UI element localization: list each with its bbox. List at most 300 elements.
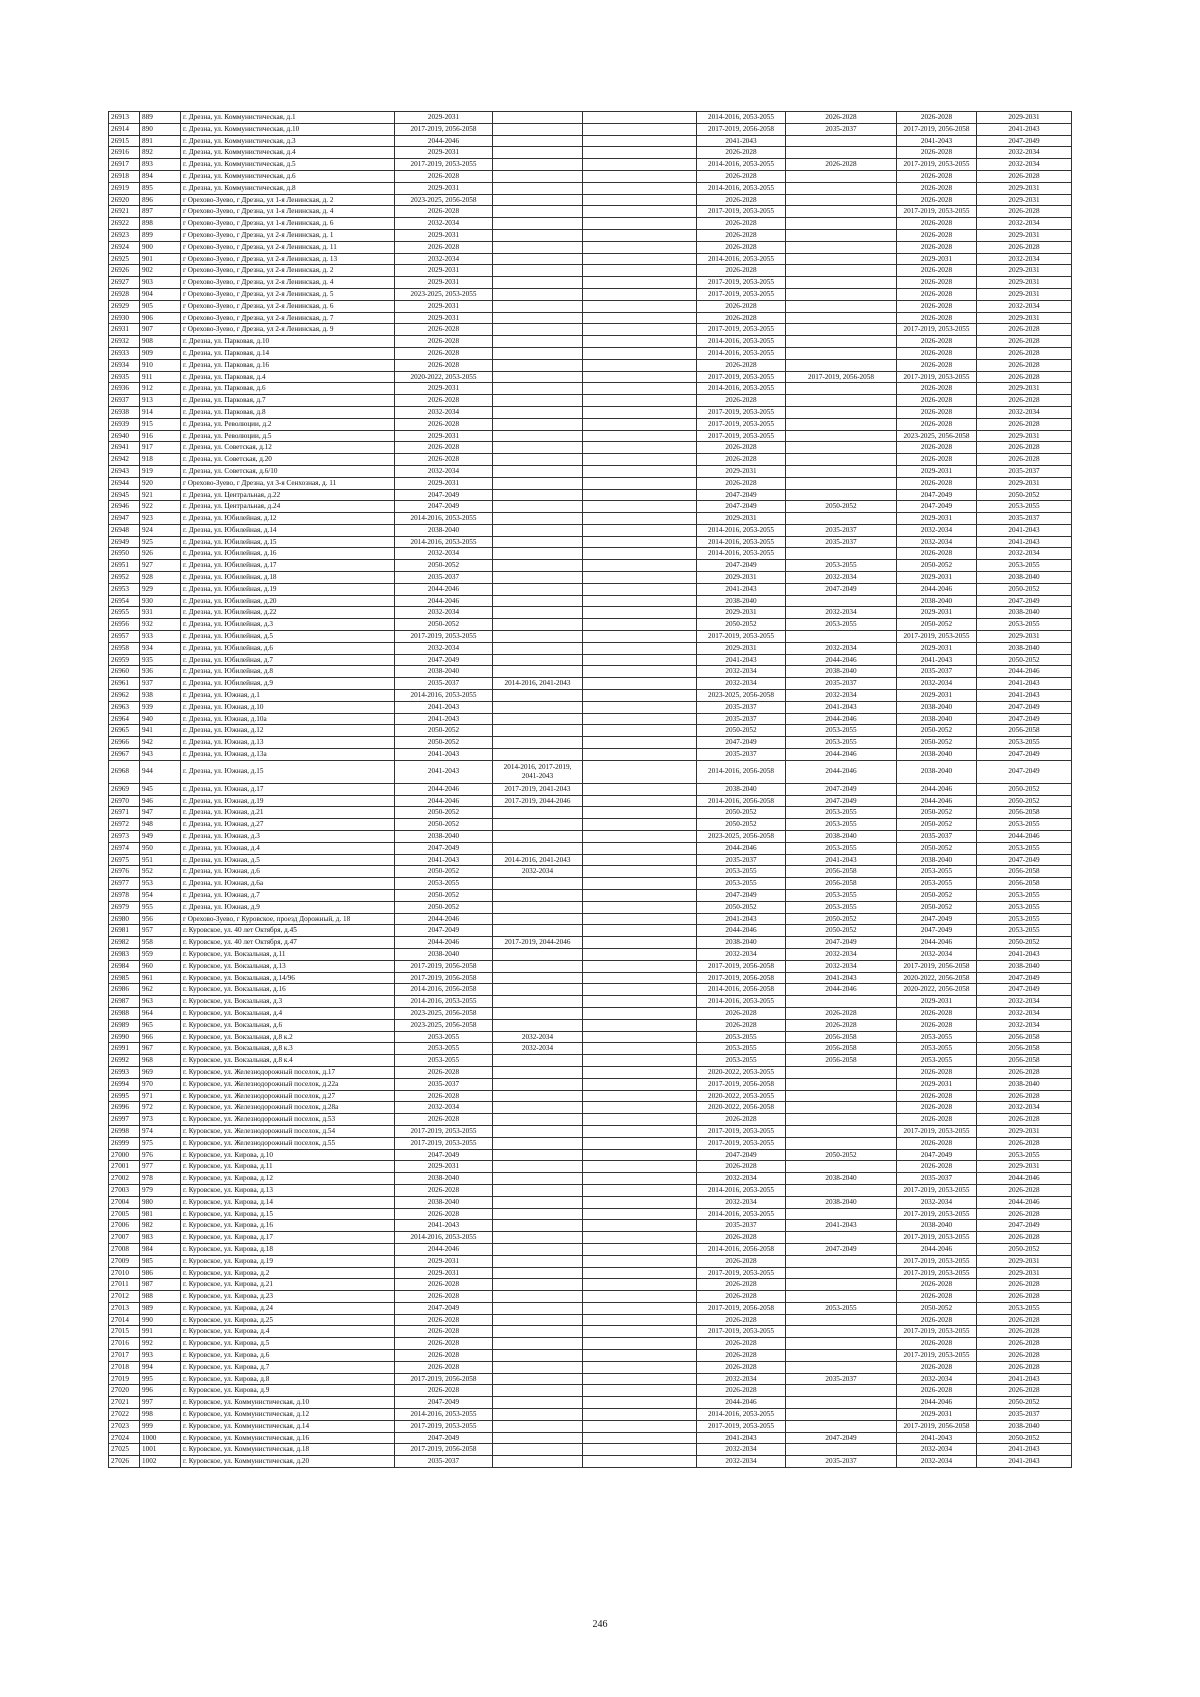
address-cell: г. Дрезна, ул. Революции, д.5 (181, 430, 395, 442)
item-number-cell: 977 (140, 1161, 181, 1173)
blank-cell (583, 725, 697, 737)
period-e-cell: 2026-2028 (897, 406, 977, 418)
blank-cell (583, 442, 697, 454)
row-id-cell: 26994 (109, 1078, 140, 1090)
period-e-cell: 2026-2028 (897, 170, 977, 182)
blank-cell (583, 913, 697, 925)
period-c-cell: 2017-2019, 2053-2055 (697, 288, 786, 300)
period-b-cell (493, 465, 583, 477)
item-number-cell: 940 (140, 713, 181, 725)
period-d-cell: 2050-2052 (786, 1149, 897, 1161)
period-b-cell (493, 690, 583, 702)
period-d-cell: 2032-2034 (786, 642, 897, 654)
item-number-cell: 972 (140, 1102, 181, 1114)
address-cell: г. Дрезна, ул. Революции, д.2 (181, 418, 395, 430)
blank-cell (583, 418, 697, 430)
period-e-cell: 2044-2046 (897, 1243, 977, 1255)
item-number-cell: 980 (140, 1196, 181, 1208)
period-a-cell: 2032-2034 (395, 548, 493, 560)
period-c-cell: 2017-2019, 2053-2055 (697, 631, 786, 643)
blank-cell (583, 595, 697, 607)
blank-cell (583, 795, 697, 807)
period-e-cell: 2026-2028 (897, 147, 977, 159)
period-f-cell: 2056-2058 (977, 1043, 1072, 1055)
period-e-cell: 2026-2028 (897, 218, 977, 230)
address-cell: г. Дрезна, ул. Коммунистическая, д.8 (181, 182, 395, 194)
item-number-cell: 954 (140, 890, 181, 902)
period-d-cell (786, 1078, 897, 1090)
period-c-cell: 2026-2028 (697, 1291, 786, 1303)
address-cell: г. Куровское, ул. Вокзальная, д.3 (181, 996, 395, 1008)
blank-cell (583, 1373, 697, 1385)
period-c-cell: 2047-2049 (697, 560, 786, 572)
period-a-cell: 2047-2049 (395, 1302, 493, 1314)
period-b-cell (493, 1302, 583, 1314)
row-id-cell: 26926 (109, 265, 140, 277)
address-cell: г Орехово-Зуево, г Куровское, проезд Дорожный, д. 18 (181, 913, 395, 925)
period-f-cell: 2035-2037 (977, 465, 1072, 477)
row-id-cell: 27008 (109, 1243, 140, 1255)
address-cell: г. Дрезна, ул. Южная, д.1 (181, 690, 395, 702)
row-id-cell: 26949 (109, 536, 140, 548)
table-row (109, 182, 1072, 194)
period-b-cell (493, 842, 583, 854)
period-e-cell: 2026-2028 (897, 1279, 977, 1291)
address-cell: г. Дрезна, ул. Южная, д.10а (181, 713, 395, 725)
period-b-cell (493, 607, 583, 619)
row-id-cell: 27019 (109, 1373, 140, 1385)
period-e-cell: 2017-2019, 2056-2058 (897, 960, 977, 972)
item-number-cell: 974 (140, 1125, 181, 1137)
period-e-cell: 2026-2028 (897, 288, 977, 300)
blank-cell (583, 1137, 697, 1149)
item-number-cell: 990 (140, 1314, 181, 1326)
period-f-cell: 2026-2028 (977, 1291, 1072, 1303)
item-number-cell: 906 (140, 312, 181, 324)
period-e-cell: 2041-2043 (897, 654, 977, 666)
address-cell: г. Дрезна, ул. Южная, д.19 (181, 795, 395, 807)
period-d-cell (786, 442, 897, 454)
blank-cell (583, 1326, 697, 1338)
period-e-cell: 2026-2028 (897, 359, 977, 371)
period-a-cell: 2026-2028 (395, 1314, 493, 1326)
address-cell: г. Куровское, ул. Железнодорожный поселок, д.28а (181, 1102, 395, 1114)
item-number-cell: 916 (140, 430, 181, 442)
period-f-cell: 2047-2049 (977, 972, 1072, 984)
row-id-cell: 27016 (109, 1338, 140, 1350)
period-b-cell (493, 1102, 583, 1114)
item-number-cell: 931 (140, 607, 181, 619)
period-d-cell (786, 170, 897, 182)
period-c-cell: 2014-2016, 2053-2055 (697, 253, 786, 265)
period-e-cell: 2026-2028 (897, 1102, 977, 1114)
item-number-cell: 902 (140, 265, 181, 277)
table-row (109, 1019, 1072, 1031)
period-d-cell (786, 241, 897, 253)
item-number-cell: 975 (140, 1137, 181, 1149)
item-number-cell: 928 (140, 572, 181, 584)
period-a-cell: 2047-2049 (395, 1397, 493, 1409)
item-number-cell: 959 (140, 948, 181, 960)
period-e-cell: 2017-2019, 2056-2058 (897, 1420, 977, 1432)
period-d-cell (786, 1326, 897, 1338)
row-id-cell: 26963 (109, 701, 140, 713)
period-b-cell (493, 654, 583, 666)
period-b-cell (493, 1232, 583, 1244)
address-cell: г. Дрезна, ул. Юбилейная, д.19 (181, 583, 395, 595)
row-id-cell: 26929 (109, 300, 140, 312)
row-id-cell: 26991 (109, 1043, 140, 1055)
period-f-cell: 2026-2028 (977, 1208, 1072, 1220)
blank-cell (583, 454, 697, 466)
address-cell: г. Дрезна, ул. Юбилейная, д.16 (181, 548, 395, 560)
row-id-cell: 26936 (109, 383, 140, 395)
period-a-cell: 2053-2055 (395, 878, 493, 890)
address-cell: г. Куровское, ул. Коммунистическая, д.14 (181, 1420, 395, 1432)
period-d-cell: 2044-2046 (786, 984, 897, 996)
period-d-cell: 2041-2043 (786, 1220, 897, 1232)
table-row (109, 925, 1072, 937)
period-c-cell: 2014-2016, 2053-2055 (697, 996, 786, 1008)
period-e-cell: 2053-2055 (897, 878, 977, 890)
row-id-cell: 26927 (109, 277, 140, 289)
period-c-cell: 2020-2022, 2053-2055 (697, 1090, 786, 1102)
period-e-cell: 2038-2040 (897, 854, 977, 866)
row-id-cell: 26935 (109, 371, 140, 383)
period-a-cell: 2035-2037 (395, 678, 493, 690)
period-e-cell: 2017-2019, 2053-2055 (897, 371, 977, 383)
row-id-cell: 27015 (109, 1326, 140, 1338)
period-b-cell (493, 182, 583, 194)
address-cell: г Орехово-Зуево, г Дрезна, ул 2-я Ленинская, д. 9 (181, 324, 395, 336)
address-cell: г. Куровское, ул. Коммунистическая, д.16 (181, 1432, 395, 1444)
period-f-cell: 2050-2052 (977, 489, 1072, 501)
row-id-cell: 26948 (109, 524, 140, 536)
period-b-cell (493, 1314, 583, 1326)
table-row (109, 866, 1072, 878)
row-id-cell: 26956 (109, 619, 140, 631)
period-b-cell (493, 477, 583, 489)
item-number-cell: 965 (140, 1019, 181, 1031)
period-e-cell: 2041-2043 (897, 135, 977, 147)
blank-cell (583, 501, 697, 513)
row-id-cell: 26958 (109, 642, 140, 654)
item-number-cell: 914 (140, 406, 181, 418)
item-number-cell: 983 (140, 1232, 181, 1244)
period-c-cell: 2041-2043 (697, 913, 786, 925)
table-row (109, 1208, 1072, 1220)
table-row (109, 642, 1072, 654)
period-c-cell: 2029-2031 (697, 465, 786, 477)
page-number: 246 (592, 1619, 608, 1630)
address-cell: г. Дрезна, ул. Центральная, д.24 (181, 501, 395, 513)
period-c-cell: 2017-2019, 2053-2055 (697, 371, 786, 383)
item-number-cell: 958 (140, 937, 181, 949)
item-number-cell: 981 (140, 1208, 181, 1220)
period-b-cell (493, 418, 583, 430)
period-a-cell: 2044-2046 (395, 595, 493, 607)
period-a-cell: 2029-2031 (395, 300, 493, 312)
period-c-cell: 2017-2019, 2053-2055 (697, 1125, 786, 1137)
period-e-cell: 2026-2028 (897, 1314, 977, 1326)
period-f-cell: 2026-2028 (977, 454, 1072, 466)
period-c-cell: 2026-2028 (697, 1019, 786, 1031)
blank-cell (583, 619, 697, 631)
blank-cell (583, 1196, 697, 1208)
item-number-cell: 933 (140, 631, 181, 643)
period-e-cell: 2047-2049 (897, 489, 977, 501)
blank-cell (583, 1243, 697, 1255)
address-cell: г. Куровское, ул. Кирова, д.4 (181, 1326, 395, 1338)
blank-cell (583, 1114, 697, 1126)
period-f-cell: 2029-2031 (977, 265, 1072, 277)
address-cell: г. Куровское, ул. Вокзальная, д.11 (181, 948, 395, 960)
row-id-cell: 26957 (109, 631, 140, 643)
period-d-cell: 2053-2055 (786, 819, 897, 831)
blank-cell (583, 312, 697, 324)
table-row (109, 795, 1072, 807)
row-id-cell: 26966 (109, 737, 140, 749)
period-e-cell: 2050-2052 (897, 901, 977, 913)
address-cell: г. Куровское, ул. 40 лет Октября, д.47 (181, 937, 395, 949)
period-a-cell: 2017-2019, 2056-2058 (395, 960, 493, 972)
address-cell: г. Дрезна, ул. Советская, д.12 (181, 442, 395, 454)
period-d-cell (786, 1291, 897, 1303)
period-b-cell (493, 1196, 583, 1208)
period-c-cell: 2017-2019, 2053-2055 (697, 277, 786, 289)
period-c-cell: 2026-2028 (697, 300, 786, 312)
period-a-cell: 2029-2031 (395, 383, 493, 395)
table-row (109, 560, 1072, 572)
period-d-cell: 2032-2034 (786, 690, 897, 702)
blank-cell (583, 925, 697, 937)
period-c-cell: 2029-2031 (697, 607, 786, 619)
period-d-cell: 2056-2058 (786, 878, 897, 890)
address-cell: г. Дрезна, ул. Юбилейная, д.18 (181, 572, 395, 584)
period-a-cell: 2026-2028 (395, 418, 493, 430)
period-c-cell: 2017-2019, 2053-2055 (697, 1326, 786, 1338)
row-id-cell: 26922 (109, 218, 140, 230)
item-number-cell: 978 (140, 1173, 181, 1185)
row-id-cell: 26985 (109, 972, 140, 984)
row-id-cell: 26971 (109, 807, 140, 819)
period-e-cell: 2026-2028 (897, 277, 977, 289)
period-f-cell: 2026-2028 (977, 1090, 1072, 1102)
period-d-cell (786, 548, 897, 560)
blank-cell (583, 713, 697, 725)
period-b-cell (493, 112, 583, 124)
period-b-cell (493, 560, 583, 572)
address-cell: г. Дрезна, ул. Южная, д.6 (181, 866, 395, 878)
table-row (109, 960, 1072, 972)
period-f-cell: 2026-2028 (977, 1114, 1072, 1126)
period-e-cell: 2038-2040 (897, 760, 977, 783)
table-row (109, 489, 1072, 501)
row-id-cell: 26945 (109, 489, 140, 501)
blank-cell (583, 359, 697, 371)
period-e-cell: 2017-2019, 2053-2055 (897, 1350, 977, 1362)
address-cell: г. Дрезна, ул. Парковая, д.7 (181, 395, 395, 407)
period-e-cell: 2026-2028 (897, 182, 977, 194)
period-d-cell (786, 465, 897, 477)
item-number-cell: 892 (140, 147, 181, 159)
address-cell: г. Куровское, ул. Вокзальная, д.8 к.2 (181, 1031, 395, 1043)
period-c-cell: 2041-2043 (697, 1432, 786, 1444)
address-cell: г. Дрезна, ул. Южная, д.17 (181, 783, 395, 795)
item-number-cell: 932 (140, 619, 181, 631)
period-d-cell (786, 288, 897, 300)
period-b-cell (493, 206, 583, 218)
blank-cell (583, 937, 697, 949)
table-row (109, 749, 1072, 761)
period-d-cell: 2032-2034 (786, 607, 897, 619)
blank-cell (583, 288, 697, 300)
table-row (109, 572, 1072, 584)
period-f-cell: 2032-2034 (977, 147, 1072, 159)
period-f-cell: 2026-2028 (977, 1350, 1072, 1362)
period-e-cell: 2038-2040 (897, 749, 977, 761)
period-d-cell: 2053-2055 (786, 901, 897, 913)
period-b-cell (493, 572, 583, 584)
period-b-cell (493, 1338, 583, 1350)
address-cell: г. Куровское, ул. Кирова, д.8 (181, 1373, 395, 1385)
period-d-cell: 2047-2049 (786, 795, 897, 807)
item-number-cell: 937 (140, 678, 181, 690)
period-f-cell: 2041-2043 (977, 948, 1072, 960)
period-b-cell (493, 725, 583, 737)
period-e-cell: 2017-2019, 2053-2055 (897, 159, 977, 171)
period-d-cell (786, 1314, 897, 1326)
item-number-cell: 939 (140, 701, 181, 713)
period-a-cell: 2029-2031 (395, 277, 493, 289)
period-f-cell: 2026-2028 (977, 371, 1072, 383)
blank-cell (583, 1066, 697, 1078)
period-c-cell: 2026-2028 (697, 1161, 786, 1173)
item-number-cell: 936 (140, 666, 181, 678)
blank-cell (583, 642, 697, 654)
blank-cell (583, 159, 697, 171)
address-cell: г. Дрезна, ул. Коммунистическая, д.3 (181, 135, 395, 147)
period-e-cell: 2032-2034 (897, 1196, 977, 1208)
address-cell: г. Дрезна, ул. Южная, д.12 (181, 725, 395, 737)
row-id-cell: 26943 (109, 465, 140, 477)
address-cell: г. Куровское, ул. Железнодорожный поселок, д.17 (181, 1066, 395, 1078)
row-id-cell: 26984 (109, 960, 140, 972)
table-body (109, 112, 1072, 1468)
period-c-cell: 2053-2055 (697, 866, 786, 878)
blank-cell (583, 866, 697, 878)
period-b-cell (493, 135, 583, 147)
period-f-cell: 2026-2028 (977, 1279, 1072, 1291)
table-row (109, 1137, 1072, 1149)
row-id-cell: 26990 (109, 1031, 140, 1043)
item-number-cell: 953 (140, 878, 181, 890)
period-d-cell (786, 454, 897, 466)
period-a-cell: 2014-2016, 2053-2055 (395, 690, 493, 702)
blank-cell (583, 1149, 697, 1161)
period-a-cell: 2032-2034 (395, 642, 493, 654)
blank-cell (583, 572, 697, 584)
address-cell: г. Дрезна, ул. Коммунистическая, д.5 (181, 159, 395, 171)
table-row (109, 1232, 1072, 1244)
table-row (109, 218, 1072, 230)
period-e-cell: 2026-2028 (897, 454, 977, 466)
period-e-cell: 2044-2046 (897, 783, 977, 795)
period-b-cell (493, 1409, 583, 1421)
period-a-cell: 2017-2019, 2053-2055 (395, 1125, 493, 1137)
period-a-cell: 2017-2019, 2053-2055 (395, 1137, 493, 1149)
table-row (109, 878, 1072, 890)
period-f-cell: 2041-2043 (977, 536, 1072, 548)
item-number-cell: 891 (140, 135, 181, 147)
blank-cell (583, 654, 697, 666)
address-cell: г. Дрезна, ул. Южная, д.9 (181, 901, 395, 913)
table-row (109, 1149, 1072, 1161)
period-f-cell: 2026-2028 (977, 1314, 1072, 1326)
item-number-cell: 951 (140, 854, 181, 866)
period-d-cell: 2056-2058 (786, 1055, 897, 1067)
row-id-cell: 26993 (109, 1066, 140, 1078)
period-f-cell: 2047-2049 (977, 749, 1072, 761)
blank-cell (583, 1125, 697, 1137)
period-f-cell: 2026-2028 (977, 1361, 1072, 1373)
period-b-cell: 2032-2034 (493, 866, 583, 878)
address-cell: г. Дрезна, ул. Юбилейная, д.14 (181, 524, 395, 536)
period-a-cell: 2047-2049 (395, 501, 493, 513)
blank-cell (583, 347, 697, 359)
address-cell: г. Дрезна, ул. Юбилейная, д.8 (181, 666, 395, 678)
period-b-cell (493, 1090, 583, 1102)
blank-cell (583, 607, 697, 619)
address-cell: г Орехово-Зуево, г Дрезна, ул 1-я Ленинская, д. 2 (181, 194, 395, 206)
row-id-cell: 26932 (109, 336, 140, 348)
period-f-cell: 2050-2052 (977, 783, 1072, 795)
item-number-cell: 893 (140, 159, 181, 171)
item-number-cell: 913 (140, 395, 181, 407)
period-d-cell (786, 206, 897, 218)
period-a-cell: 2041-2043 (395, 749, 493, 761)
address-cell: г. Куровское, ул. Вокзальная, д.13 (181, 960, 395, 972)
period-d-cell (786, 1114, 897, 1126)
row-id-cell: 26978 (109, 890, 140, 902)
period-b-cell (493, 925, 583, 937)
address-cell: г. Дрезна, ул. Парковая, д.4 (181, 371, 395, 383)
item-number-cell: 970 (140, 1078, 181, 1090)
period-e-cell: 2026-2028 (897, 112, 977, 124)
period-a-cell: 2026-2028 (395, 1350, 493, 1362)
item-number-cell: 930 (140, 595, 181, 607)
period-f-cell: 2056-2058 (977, 1055, 1072, 1067)
row-id-cell: 27009 (109, 1255, 140, 1267)
period-f-cell: 2053-2055 (977, 501, 1072, 513)
item-number-cell: 987 (140, 1279, 181, 1291)
period-a-cell: 2038-2040 (395, 948, 493, 960)
row-id-cell: 26992 (109, 1055, 140, 1067)
period-a-cell: 2023-2025, 2053-2055 (395, 288, 493, 300)
period-b-cell (493, 265, 583, 277)
period-b-cell (493, 890, 583, 902)
period-f-cell: 2053-2055 (977, 842, 1072, 854)
address-cell: г. Куровское, ул. Вокзальная, д.6 (181, 1019, 395, 1031)
row-id-cell: 26939 (109, 418, 140, 430)
address-cell: г. Куровское, ул. Коммунистическая, д.20 (181, 1456, 395, 1468)
period-f-cell: 2029-2031 (977, 194, 1072, 206)
period-a-cell: 2032-2034 (395, 406, 493, 418)
period-f-cell: 2029-2031 (977, 383, 1072, 395)
period-c-cell: 2026-2028 (697, 1314, 786, 1326)
row-id-cell: 26977 (109, 878, 140, 890)
period-f-cell: 2032-2034 (977, 548, 1072, 560)
